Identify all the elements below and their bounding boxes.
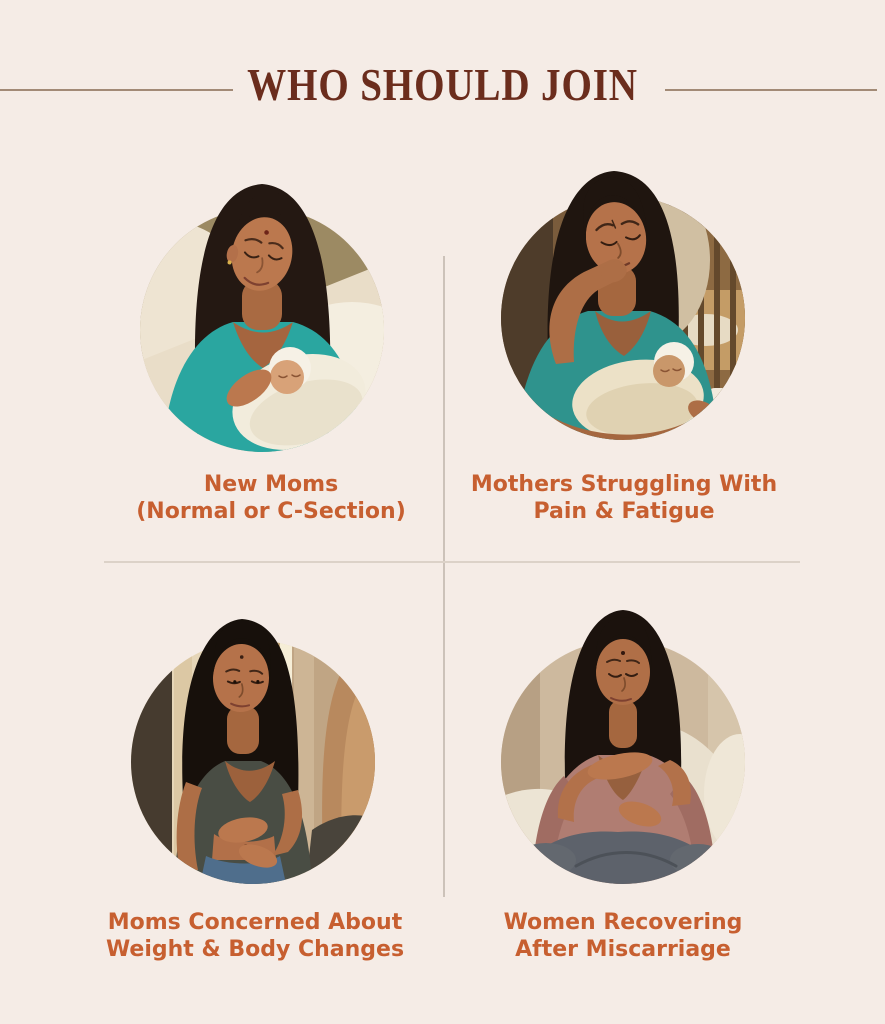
caption-pain-fatigue bbox=[404, 472, 844, 526]
caption-line-2: After Miscarriage bbox=[515, 936, 731, 962]
caption-line-1: New Moms bbox=[203, 472, 339, 497]
photo-new-moms bbox=[137, 162, 387, 452]
page-title: WHO SHOULD JOIN bbox=[247, 59, 638, 110]
caption-line-2: (Normal or C-Section) bbox=[136, 498, 406, 524]
caption-miscarriage-recovery bbox=[403, 910, 843, 964]
caption-line-2: Pain & Fatigue bbox=[533, 498, 715, 524]
grid-divider-horizontal bbox=[104, 561, 800, 563]
photo-weight-body-changes bbox=[128, 594, 378, 884]
caption-line-1: Mothers Struggling With bbox=[470, 472, 778, 497]
caption-line-1: Women Recovering bbox=[503, 910, 743, 935]
caption-line-1: Moms Concerned About bbox=[107, 910, 403, 935]
photo-pain-fatigue bbox=[498, 150, 748, 440]
calm-face bbox=[596, 617, 651, 705]
grid-divider-vertical bbox=[443, 256, 445, 897]
photo-miscarriage-recovery bbox=[498, 594, 748, 884]
caption-line-2: Weight & Body Changes bbox=[105, 936, 405, 962]
title-rule-right bbox=[665, 89, 877, 91]
